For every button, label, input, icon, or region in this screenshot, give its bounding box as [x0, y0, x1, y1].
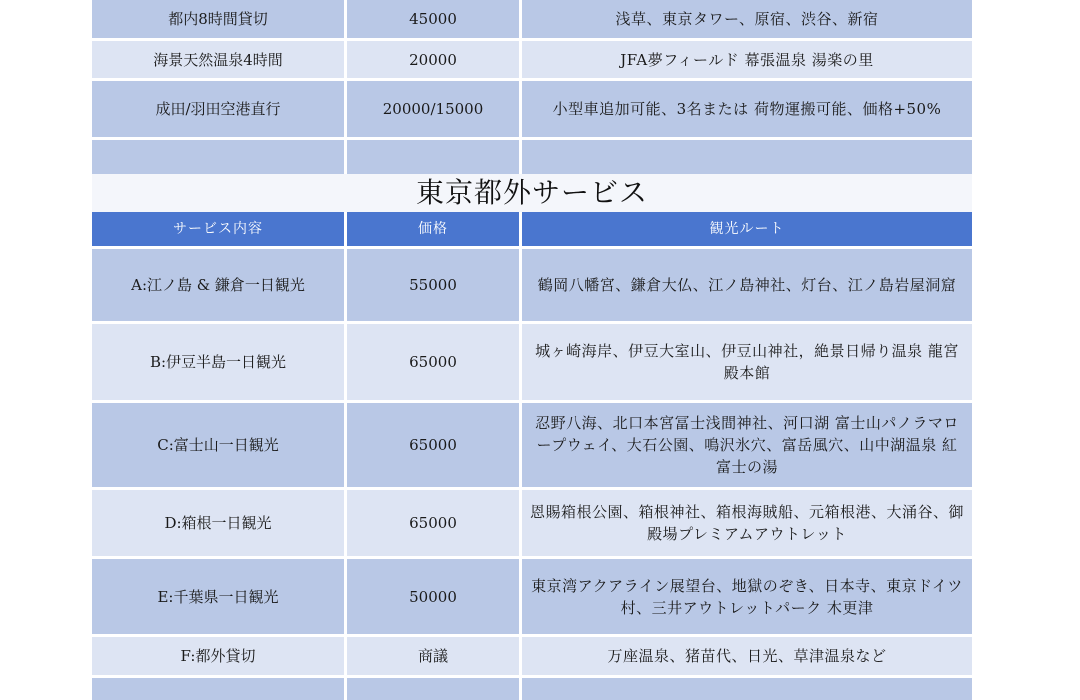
section-title: 東京都外サービス: [92, 174, 972, 212]
column-header-price: 価格: [347, 212, 519, 246]
route-cell: [522, 678, 972, 700]
service-cell: E:千葉県一日観光: [92, 559, 344, 634]
price-cell: 商議: [347, 637, 519, 675]
table-row: [92, 678, 972, 700]
route-cell: 忍野八海、北口本宮冨士浅間神社、河口湖 富士山パノラマロープウェイ、大石公園、鳴沢氷穴、富岳風穴、山中湖温泉 紅富士の湯: [522, 403, 972, 487]
service-cell: 都内8時間貸切: [92, 0, 344, 38]
column-header-service: サービス内容: [92, 212, 344, 246]
tokyo-services-table: [89, 0, 975, 177]
price-cell: 65000: [347, 324, 519, 400]
table-row: [92, 0, 972, 38]
service-cell: 成田/羽田空港直行: [92, 81, 344, 137]
price-cell: 45000: [347, 0, 519, 38]
service-cell: [92, 140, 344, 174]
table-row: [92, 140, 972, 174]
price-cell: [347, 140, 519, 174]
price-cell: 55000: [347, 249, 519, 321]
table-row: [92, 249, 972, 321]
price-cell: 65000: [347, 403, 519, 487]
price-cell: 50000: [347, 559, 519, 634]
table-row: [92, 324, 972, 400]
price-cell: 20000: [347, 41, 519, 78]
price-cell: 65000: [347, 490, 519, 556]
route-cell: JFA夢フィールド 幕張温泉 湯楽の里: [522, 41, 972, 78]
table-header-row: [92, 212, 972, 246]
route-cell: 城ヶ崎海岸、伊豆大室山、伊豆山神社，絶景日帰り温泉 龍宮殿本館: [522, 324, 972, 400]
service-cell: C:富士山一日観光: [92, 403, 344, 487]
route-cell: 万座温泉、猪苗代、日光、草津温泉など: [522, 637, 972, 675]
service-cell: F:都外貸切: [92, 637, 344, 675]
service-cell: 海景天然温泉4時間: [92, 41, 344, 78]
route-cell: 浅草、東京タワー、原宿、渋谷、新宿: [522, 0, 972, 38]
table-row: [92, 41, 972, 78]
price-cell: [347, 678, 519, 700]
route-cell: 鶴岡八幡宮、鎌倉大仏、江ノ島神社、灯台、江ノ島岩屋洞窟: [522, 249, 972, 321]
service-cell: A:江ノ島 & 鎌倉一日観光: [92, 249, 344, 321]
route-cell: 東京湾アクアライン展望台、地獄のぞき、日本寺、東京ドイツ村、三井アウトレットパーク 木更津: [522, 559, 972, 634]
route-cell: 小型車追加可能、3名または 荷物運搬可能、価格+50%: [522, 81, 972, 137]
price-cell: 20000/15000: [347, 81, 519, 137]
service-cell: B:伊豆半島一日観光: [92, 324, 344, 400]
table-row: [92, 637, 972, 675]
route-cell: [522, 140, 972, 174]
table-row: [92, 403, 972, 487]
service-cell: [92, 678, 344, 700]
column-header-route: 観光ルート: [522, 212, 972, 246]
outside-tokyo-services-table: [89, 209, 975, 700]
table-row: [92, 559, 972, 634]
table-row: [92, 81, 972, 137]
price-sheet: [92, 0, 972, 700]
service-cell: D:箱根一日観光: [92, 490, 344, 556]
route-cell: 恩賜箱根公園、箱根神社、箱根海賊船、元箱根港、大涌谷、御殿場プレミアムアウトレット: [522, 490, 972, 556]
table-row: [92, 490, 972, 556]
